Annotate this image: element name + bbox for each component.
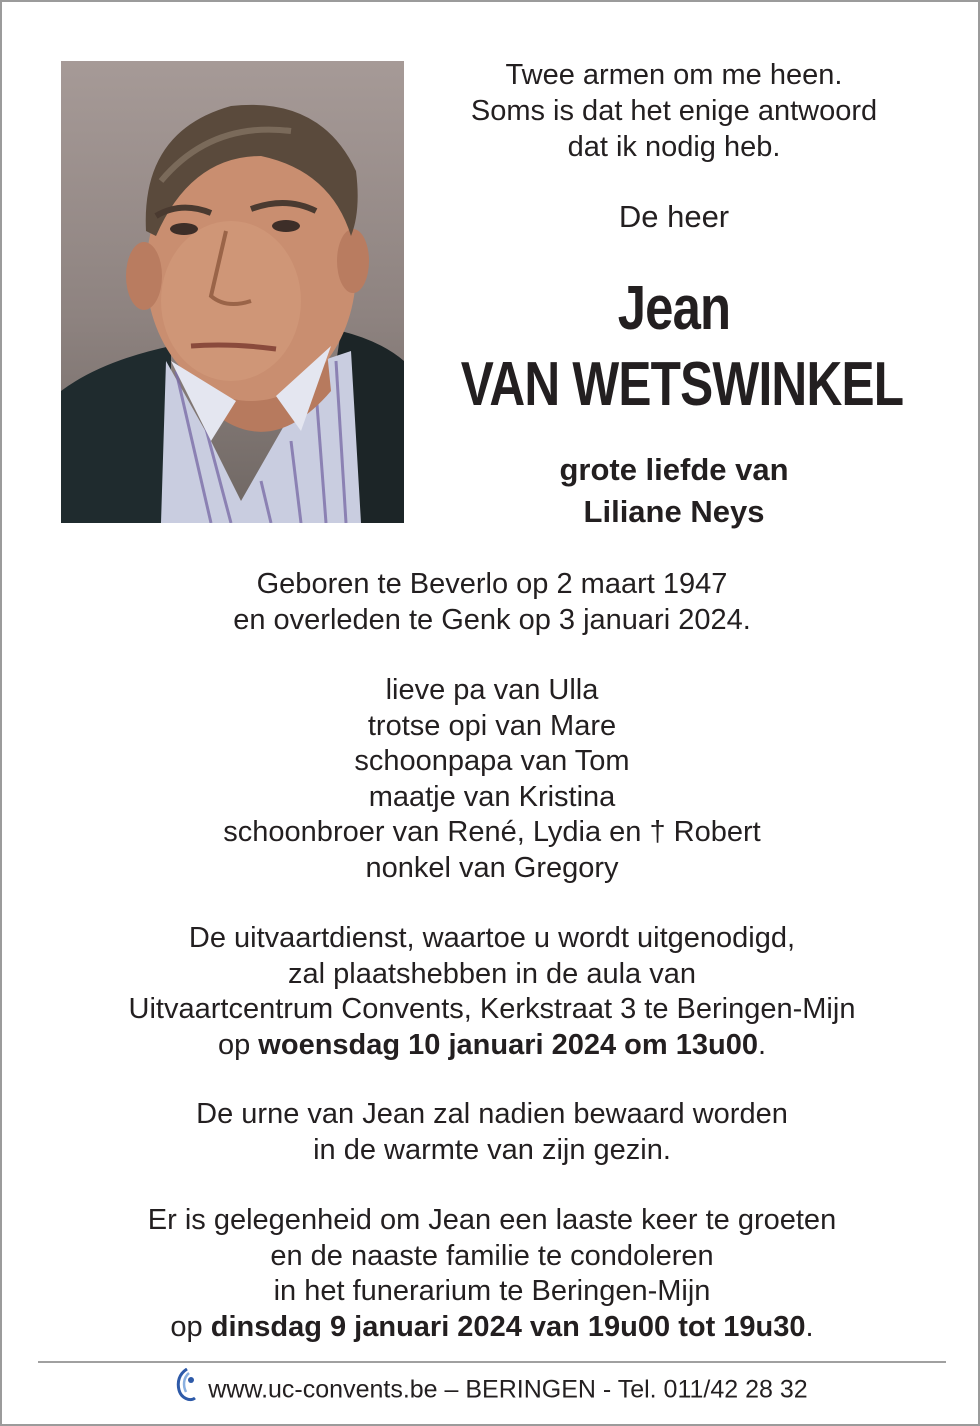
visitation-date: dinsdag 9 januari 2024 van 19u00 tot 19u30: [210, 1310, 806, 1343]
service-date: woensdag 10 januari 2024 om 13u00: [258, 1028, 758, 1061]
visitation-date-prefix: op: [170, 1310, 211, 1343]
partner-block: [422, 449, 926, 533]
poem-line: Twee armen om me heen.: [505, 59, 843, 91]
relation-line: maatje van Kristina: [368, 780, 616, 813]
relation-line: schoonpapa van Tom: [354, 745, 630, 777]
service-date-suffix: .: [757, 1028, 767, 1061]
urn-block: [42, 1097, 942, 1168]
partner-intro: grote liefde van: [559, 452, 789, 487]
first-name: Jean: [617, 274, 731, 343]
service-block: [42, 921, 942, 1063]
relation-line: trotse opi van Mare: [367, 709, 617, 742]
visitation-block: [42, 1203, 942, 1345]
portrait-photo: [61, 61, 404, 523]
portrait-illustration: [61, 61, 404, 523]
relations-block: [42, 673, 942, 886]
poem: [422, 57, 926, 165]
relation-line: lieve pa van Ulla: [385, 674, 599, 706]
service-line: De uitvaartdienst, waartoe u wordt uitgenodigd,: [188, 922, 796, 954]
service-date-prefix: op: [217, 1028, 259, 1061]
visitation-line: in het funerarium te Beringen-Mijn: [273, 1275, 711, 1307]
relation-line: schoonbroer van René, Lydia en † Robert: [223, 816, 761, 848]
birth-line: Geboren te Beverlo op 2 maart 1947: [256, 568, 728, 600]
service-line: zal plaatshebben in de aula van: [288, 957, 696, 990]
honorific: De heer: [618, 199, 730, 234]
footer-contact: www.uc-convents.be – BERINGEN - Tel. 011/42 28 32: [208, 1375, 808, 1404]
visitation-line: en de naaste familie te condoleren: [270, 1239, 714, 1272]
service-line: Uitvaartcentrum Convents, Kerkstraat 3 te Beringen-Mijn: [128, 993, 856, 1025]
visitation-date-suffix: .: [805, 1310, 814, 1343]
funeral-home-logo-icon: [176, 1368, 198, 1414]
visitation-date-line: [42, 1310, 942, 1346]
birth-death-block: [42, 567, 942, 638]
urn-line: De urne van Jean zal nadien bewaard worden: [196, 1098, 788, 1130]
poem-line: dat ik nodig heb.: [567, 131, 781, 163]
footer: [2, 1368, 980, 1408]
death-line: en overleden te Genk op 3 januari 2024.: [233, 603, 751, 636]
relation-line: nonkel van Gregory: [365, 851, 619, 884]
footer-divider: [38, 1361, 946, 1363]
poem-line: Soms is dat het enige antwoord: [470, 95, 878, 127]
visitation-line: Er is gelegenheid om Jean een laaste keer te groeten: [147, 1204, 837, 1236]
urn-line: in de warmte van zijn gezin.: [313, 1133, 671, 1166]
service-date-line: [42, 1028, 942, 1064]
last-name: VAN WETSWINKEL: [460, 350, 904, 419]
partner-name: Liliane Neys: [583, 494, 765, 529]
